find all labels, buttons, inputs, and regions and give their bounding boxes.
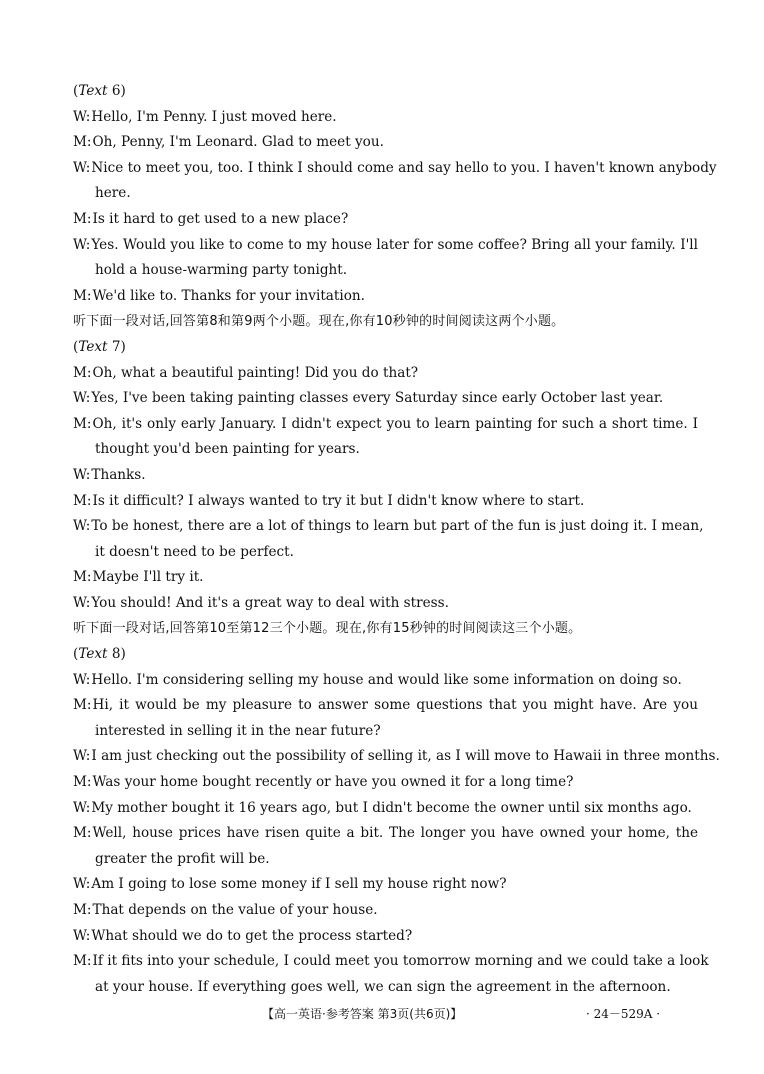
label-number: 7) — [107, 338, 126, 355]
speaker-tag: W: — [73, 876, 91, 893]
dialog-text: Am I going to lose some money if I sell my house right now? — [91, 876, 507, 893]
dialog-text: To be honest, there are a lot of things to learn but part of the fun is just doing it. I mean, — [91, 518, 704, 535]
speaker-tag: W: — [73, 236, 91, 253]
dialog-text: Well, house prices have risen quite a bit. The longer you have owned your home, the — [92, 825, 698, 842]
label-open: ( — [73, 83, 79, 99]
dialog-text: What should we do to get the process started? — [91, 927, 413, 944]
speaker-tag: M: — [73, 774, 92, 791]
dialog-line — [73, 924, 698, 950]
dialog-continuation: hold a house-warming party tonight. — [95, 262, 348, 279]
dialog-line — [73, 386, 698, 412]
speaker-tag: W: — [73, 799, 91, 816]
dialog-continuation: at your house. If everything goes well, we can sign the agreement in the afternoon. — [95, 978, 671, 995]
dialog-text: If it fits into your schedule, I could meet you tomorrow morning and we could take a look — [92, 953, 709, 970]
dialog-text: Thanks. — [91, 466, 146, 483]
transcript-body — [73, 79, 720, 1000]
dialog-line — [73, 693, 698, 719]
dialog-line — [73, 207, 698, 233]
dialog-line — [73, 361, 698, 387]
speaker-tag: W: — [73, 748, 91, 765]
dialog-continuation: it doesn't need to be perfect. — [95, 543, 294, 560]
dialog-continuation: here. — [95, 185, 131, 202]
dialog-text: Yes, I've been taking painting classes every Saturday since early October last year. — [91, 390, 664, 407]
section-label — [73, 335, 698, 361]
speaker-tag: M: — [73, 364, 92, 381]
speaker-tag: W: — [73, 108, 91, 125]
instruction-line: 听下面一段对话,回答第10至第12三个小题。现在,你有15秒钟的时间阅读这三个小题。 — [73, 621, 582, 637]
speaker-tag: M: — [73, 902, 92, 918]
dialog-line — [73, 796, 698, 822]
label-number: 6) — [107, 83, 126, 99]
dialog-line — [73, 565, 698, 591]
dialog-text: Hello. I'm considering selling my house and would like some information on doing so. — [91, 671, 682, 688]
speaker-tag: M: — [73, 569, 92, 586]
dialog-text: Is it hard to get used to a new place? — [92, 210, 349, 227]
dialog-text: Oh, it's only early January. I didn't expect you to learn painting for such a short time. I — [92, 415, 698, 432]
dialog-line — [73, 898, 698, 924]
dialog-text: My mother bought it 16 years ago, but I didn't become the owner until six months ago. — [91, 799, 692, 816]
dialog-line — [73, 744, 720, 770]
speaker-tag: W: — [73, 671, 91, 688]
speaker-tag: W: — [73, 466, 91, 483]
dialog-text: Nice to meet you, too. I think I should come and say hello to you. I haven't known anybody — [91, 159, 717, 176]
speaker-tag: M: — [73, 415, 92, 432]
label-number: 8) — [107, 646, 126, 663]
speaker-tag: M: — [73, 825, 92, 842]
speaker-tag: W: — [73, 390, 91, 407]
section-label — [73, 79, 698, 105]
dialog-line — [73, 412, 698, 438]
label-open: ( — [73, 646, 79, 663]
speaker-tag: W: — [73, 518, 91, 535]
dialog-continuation: interested in selling it in the near future? — [95, 722, 381, 739]
dialog-line — [73, 821, 698, 847]
label-open: ( — [73, 338, 79, 355]
dialog-text: You should! And it's a great way to deal with stress. — [91, 594, 449, 611]
label-italic: Text — [78, 338, 108, 355]
instruction-line: 听下面一段对话,回答第8和第9两个小题。现在,你有10秒钟的时间阅读这两个小题。 — [73, 314, 565, 330]
speaker-tag: M: — [73, 287, 92, 304]
dialog-line — [73, 156, 717, 182]
dialog-line — [73, 770, 698, 796]
dialog-continuation: thought you'd been painting for years. — [95, 441, 360, 458]
speaker-tag: W: — [73, 927, 91, 944]
dialog-line — [73, 130, 698, 156]
dialog-text: Was your home bought recently or have you owned it for a long time? — [92, 774, 574, 791]
dialog-line — [73, 949, 709, 975]
label-italic: Text — [78, 83, 108, 99]
dialog-text: Maybe I'll try it. — [92, 569, 204, 586]
dialog-line — [73, 463, 698, 489]
dialog-text: That depends on the value of your house. — [92, 902, 378, 918]
speaker-tag: W: — [73, 159, 91, 176]
dialog-line — [73, 233, 698, 259]
dialog-text: Yes. Would you like to come to my house later for some coffee? Bring all your family. I'll — [91, 236, 698, 253]
speaker-tag: M: — [73, 953, 92, 970]
dialog-line — [73, 872, 698, 898]
speaker-tag: M: — [73, 492, 92, 509]
footer-code: · 24－529A · — [586, 1007, 661, 1021]
dialog-text: Oh, Penny, I'm Leonard. Glad to meet you. — [92, 134, 384, 151]
label-italic: Text — [78, 646, 108, 663]
speaker-tag: M: — [73, 210, 92, 227]
dialog-line — [73, 105, 698, 131]
speaker-tag: M: — [73, 697, 92, 714]
dialog-line — [73, 514, 704, 540]
speaker-tag: M: — [73, 134, 92, 151]
dialog-line — [73, 591, 698, 617]
dialog-continuation: greater the profit will be. — [95, 850, 270, 867]
dialog-text: Hello, I'm Penny. I just moved here. — [91, 108, 337, 125]
section-label — [73, 642, 698, 668]
dialog-text: Oh, what a beautiful painting! Did you do that? — [92, 364, 419, 381]
dialog-text: I am just checking out the possibility of selling it, as I will move to Hawaii in three months. — [91, 748, 720, 765]
dialog-text: Is it difficult? I always wanted to try it but I didn't know where to start. — [92, 492, 585, 509]
footer-page-info: 【高一英语·参考答案 第3页(共6页)】 — [262, 1007, 463, 1021]
dialog-text: We'd like to. Thanks for your invitation. — [92, 287, 365, 304]
dialog-text: Hi, it would be my pleasure to answer some questions that you might have. Are you — [92, 697, 698, 714]
dialog-line — [73, 284, 698, 310]
dialog-line — [73, 668, 698, 694]
speaker-tag: W: — [73, 594, 91, 611]
dialog-line — [73, 489, 698, 515]
page-footer — [0, 1004, 764, 1024]
